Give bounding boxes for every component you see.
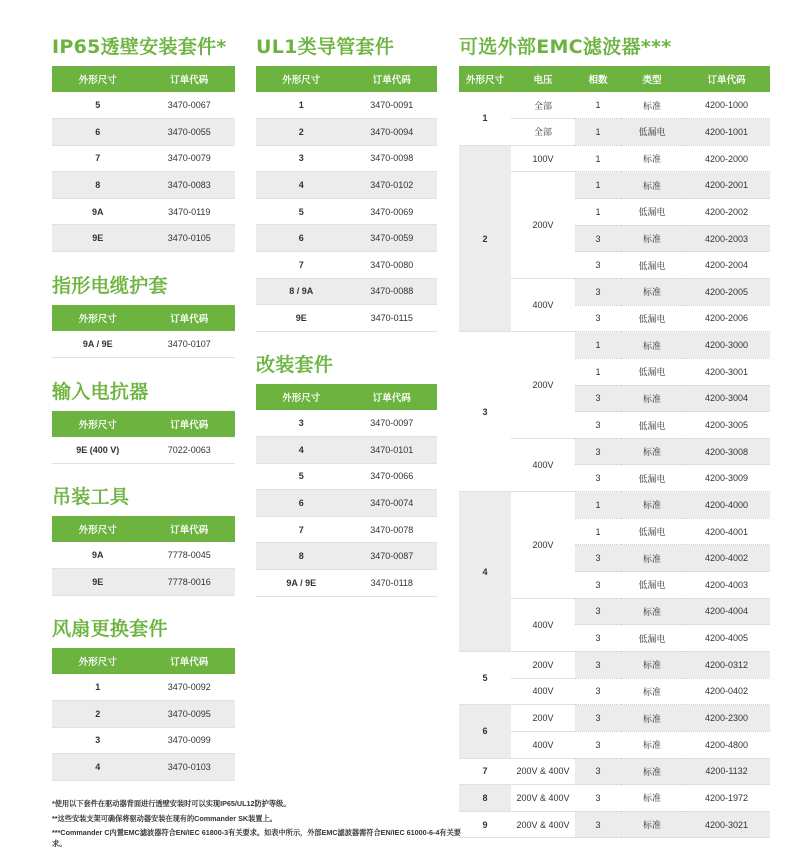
cell-order-code: 3470-0083 [144,172,236,199]
cell-size: 4 [256,172,347,199]
cell-order-code: 7022-0063 [144,437,236,464]
cell-order-code: 3470-0118 [347,570,438,597]
ul1-table [256,66,437,332]
finger-guard-title: 指形电缆护套 [52,275,168,297]
header-size: 外形尺寸 [52,305,144,331]
header-order-code: 订单代码 [347,384,438,410]
header-size: 外形尺寸 [256,384,347,410]
table-row [52,225,235,252]
cell-order-code: 4200-4004 [683,598,770,625]
fan-kit-table [52,648,235,781]
cell-phases: 3 [575,278,621,305]
cell-phases: 3 [575,572,621,599]
header-size: 外形尺寸 [52,516,144,542]
cell-order-code: 4200-1000 [683,92,770,119]
cell-order-code: 4200-1972 [683,785,770,812]
cell-phases: 3 [575,705,621,732]
header-size: 外形尺寸 [256,66,347,92]
cell-size: 5 [459,651,511,704]
cell-phases: 1 [575,92,621,119]
cell-size: 6 [256,225,347,252]
table-row [459,92,770,119]
cell-type: 标准 [621,438,683,465]
cell-voltage: 200V & 400V [511,758,575,785]
cell-order-code: 4200-2300 [683,705,770,732]
cell-phases: 3 [575,385,621,412]
emc-filter-table [459,66,770,838]
footnote-3: ***Commander C内置EMC滤波器符合EN/IEC 61800-3有关要求。如表中所示，外部EMC滤波器需符合EN/IEC 61000-6-4有关要求。 [52,828,461,848]
table-row [52,701,235,728]
table-row [256,198,437,225]
cell-phases: 3 [575,758,621,785]
cell-order-code: 4200-0312 [683,651,770,678]
cell-size: 8 [256,543,347,570]
cell-phases: 3 [575,598,621,625]
cell-type: 标准 [621,678,683,705]
cell-phases: 3 [575,731,621,758]
cell-type: 低漏电 [621,572,683,599]
cell-phases: 3 [575,811,621,838]
cell-size: 6 [459,705,511,758]
cell-voltage: 100V [511,145,575,172]
table-row [256,463,437,490]
cell-order-code: 4200-2002 [683,199,770,226]
table-row [256,92,437,119]
cell-size: 5 [256,198,347,225]
cell-order-code: 4200-1001 [683,119,770,146]
table-row [256,145,437,172]
cell-type: 低漏电 [621,358,683,385]
input-reactor-table [52,411,235,464]
table-row [256,119,437,146]
cell-voltage: 200V & 400V [511,811,575,838]
cell-order-code: 4200-4000 [683,492,770,519]
cell-voltage: 200V [511,705,575,732]
cell-size: 3 [52,727,144,754]
cell-size: 8 [52,172,144,199]
table-header-row [52,66,235,92]
cell-type: 低漏电 [621,305,683,332]
table-row [459,651,770,678]
cell-order-code: 3470-0078 [347,516,438,543]
header-order-code: 订单代码 [144,411,236,437]
cell-type: 低漏电 [621,465,683,492]
cell-voltage: 400V [511,678,575,705]
cell-type: 标准 [621,492,683,519]
cell-order-code: 4200-1132 [683,758,770,785]
cell-phases: 1 [575,358,621,385]
cell-type: 低漏电 [621,412,683,439]
cell-size: 8 [459,785,511,812]
cell-order-code: 4200-2005 [683,278,770,305]
cell-order-code: 4200-3008 [683,438,770,465]
cell-phases: 1 [575,492,621,519]
cell-voltage: 400V [511,598,575,651]
cell-order-code: 4200-3004 [683,385,770,412]
cell-order-code: 3470-0074 [347,490,438,517]
cell-type: 标准 [621,145,683,172]
retrofit-title: 改装套件 [256,354,334,376]
table-row [52,119,235,146]
cell-size: 8 / 9A [256,278,347,305]
cell-order-code: 3470-0080 [347,252,438,279]
column-middle [256,0,437,790]
header-order-code: 订单代码 [144,66,236,92]
cell-type: 标准 [621,731,683,758]
header-size: 外形尺寸 [52,648,144,674]
cell-type: 标准 [621,172,683,199]
table-row [52,198,235,225]
header-order-code: 订单代码 [683,66,770,92]
cell-order-code: 4200-0402 [683,678,770,705]
cell-type: 标准 [621,332,683,359]
cell-type: 标准 [621,705,683,732]
cell-size: 2 [459,145,511,331]
cell-size: 5 [256,463,347,490]
table-row [256,225,437,252]
cell-size: 3 [256,145,347,172]
table-row [459,332,770,359]
footnote-2: **这些安装支架可确保将驱动器安装在现有的Commander SK装置上。 [52,813,277,823]
cell-phases: 3 [575,545,621,572]
table-row [52,437,235,464]
table-row [459,145,770,172]
cell-order-code: 3470-0069 [347,198,438,225]
table-row [256,305,437,332]
cell-order-code: 3470-0115 [347,305,438,332]
table-row [256,410,437,437]
header-voltage: 电压 [511,66,575,92]
cell-type: 标准 [621,385,683,412]
footnote-1: *使用以下套件在驱动器背面进行透壁安装时可以实现IP65/UL12防护等级。 [52,799,291,808]
cell-order-code: 3470-0059 [347,225,438,252]
header-size: 外形尺寸 [459,66,511,92]
finger-guard-table [52,305,235,358]
table-header-row [52,648,235,674]
cell-type: 标准 [621,758,683,785]
cell-order-code: 4200-4003 [683,572,770,599]
cell-size: 3 [256,410,347,437]
cell-type: 低漏电 [621,119,683,146]
header-type: 类型 [621,66,683,92]
cell-phases: 1 [575,119,621,146]
table-header-row [52,411,235,437]
cell-size: 7 [256,252,347,279]
table-row [52,145,235,172]
cell-order-code: 3470-0103 [144,754,236,781]
cell-size: 9A / 9E [256,570,347,597]
cell-phases: 3 [575,412,621,439]
cell-size: 5 [52,92,144,119]
table-header-row [256,66,437,92]
cell-type: 低漏电 [621,625,683,652]
header-order-code: 订单代码 [347,66,438,92]
cell-order-code: 4200-3005 [683,412,770,439]
cell-phases: 1 [575,145,621,172]
table-row [52,331,235,358]
cell-type: 低漏电 [621,199,683,226]
cell-phases: 1 [575,199,621,226]
table-row [459,785,770,812]
cell-size: 6 [256,490,347,517]
cell-voltage: 400V [511,731,575,758]
cell-voltage: 200V [511,172,575,279]
cell-order-code: 3470-0055 [144,119,236,146]
cell-size: 6 [52,119,144,146]
ip65-title: IP65透壁安装套件* [52,36,227,58]
cell-size: 9 [459,811,511,838]
cell-order-code: 7778-0045 [144,542,236,569]
cell-type: 低漏电 [621,252,683,279]
cell-phases: 3 [575,225,621,252]
cell-order-code: 4200-4800 [683,731,770,758]
table-row [256,252,437,279]
cell-type: 标准 [621,92,683,119]
cell-order-code: 4200-4005 [683,625,770,652]
cell-type: 标准 [621,545,683,572]
cell-order-code: 4200-3001 [683,358,770,385]
ip65-table [52,66,235,252]
cell-voltage: 400V [511,438,575,491]
cell-order-code: 4200-2004 [683,252,770,279]
column-right [459,0,770,850]
emc-title: 可选外部EMC滤波器*** [459,36,672,58]
cell-size: 2 [256,119,347,146]
cell-order-code: 3470-0067 [144,92,236,119]
cell-type: 标准 [621,278,683,305]
cell-size: 3 [459,332,511,492]
cell-size: 7 [256,516,347,543]
cell-size: 4 [256,437,347,464]
cell-type: 标准 [621,225,683,252]
header-order-code: 订单代码 [144,648,236,674]
cell-order-code: 3470-0098 [347,145,438,172]
cell-phases: 3 [575,678,621,705]
table-row [459,811,770,838]
cell-size: 9E [52,225,144,252]
retrofit-table [256,384,437,597]
cell-type: 低漏电 [621,518,683,545]
cell-order-code: 4200-2000 [683,145,770,172]
cell-type: 标准 [621,785,683,812]
cell-order-code: 3470-0092 [144,674,236,701]
cell-order-code: 4200-2006 [683,305,770,332]
header-size: 外形尺寸 [52,411,144,437]
cell-order-code: 3470-0107 [144,331,236,358]
header-order-code: 订单代码 [144,516,236,542]
cell-order-code: 4200-3009 [683,465,770,492]
cell-size: 4 [52,754,144,781]
cell-order-code: 3470-0066 [347,463,438,490]
cell-order-code: 3470-0101 [347,437,438,464]
cell-order-code: 3470-0105 [144,225,236,252]
table-row [52,92,235,119]
table-header-row [52,305,235,331]
cell-voltage: 200V [511,492,575,599]
cell-order-code: 7778-0016 [144,569,236,596]
cell-order-code: 3470-0119 [144,198,236,225]
table-row [459,705,770,732]
cell-type: 标准 [621,651,683,678]
cell-order-code: 3470-0099 [144,727,236,754]
cell-voltage: 全部 [511,92,575,119]
cell-phases: 1 [575,518,621,545]
cell-size: 9E (400 V) [52,437,144,464]
cell-order-code: 3470-0094 [347,119,438,146]
cell-order-code: 3470-0091 [347,92,438,119]
cell-voltage: 200V [511,651,575,678]
lifting-tool-table [52,516,235,596]
table-header-row [52,516,235,542]
cell-size: 9E [256,305,347,332]
cell-size: 1 [459,92,511,145]
cell-order-code: 3470-0088 [347,278,438,305]
cell-phases: 3 [575,305,621,332]
cell-order-code: 3470-0097 [347,410,438,437]
table-row [256,543,437,570]
fan-kit-title: 风扇更换套件 [52,618,168,640]
table-row [52,754,235,781]
lifting-tool-title: 吊装工具 [52,486,130,508]
table-row [256,516,437,543]
header-order-code: 订单代码 [144,305,236,331]
cell-order-code: 3470-0079 [144,145,236,172]
cell-size: 7 [52,145,144,172]
cell-voltage: 200V [511,332,575,439]
table-header-row [459,66,770,92]
cell-order-code: 4200-3000 [683,332,770,359]
cell-type: 标准 [621,598,683,625]
input-reactor-title: 输入电抗器 [52,381,149,403]
cell-size: 9E [52,569,144,596]
cell-phases: 3 [575,785,621,812]
cell-size: 1 [256,92,347,119]
cell-order-code: 3470-0102 [347,172,438,199]
cell-order-code: 3470-0087 [347,543,438,570]
table-row [256,437,437,464]
table-row [52,542,235,569]
table-row [52,674,235,701]
cell-size: 9A / 9E [52,331,144,358]
cell-phases: 3 [575,252,621,279]
cell-voltage: 200V & 400V [511,785,575,812]
cell-phases: 3 [575,465,621,492]
cell-size: 9A [52,542,144,569]
column-left [52,0,235,790]
table-row [52,569,235,596]
table-row [256,490,437,517]
cell-type: 标准 [621,811,683,838]
cell-order-code: 4200-3021 [683,811,770,838]
cell-order-code: 3470-0095 [144,701,236,728]
table-row [256,172,437,199]
table-row [256,278,437,305]
cell-size: 7 [459,758,511,785]
cell-phases: 3 [575,625,621,652]
table-row [459,492,770,519]
cell-order-code: 4200-4001 [683,518,770,545]
table-row [459,758,770,785]
cell-size: 1 [52,674,144,701]
cell-size: 9A [52,198,144,225]
table-header-row [256,384,437,410]
header-size: 外形尺寸 [52,66,144,92]
cell-voltage: 400V [511,278,575,331]
cell-order-code: 4200-4002 [683,545,770,572]
table-row [256,570,437,597]
cell-voltage: 全部 [511,119,575,146]
cell-phases: 3 [575,438,621,465]
footnotes [52,799,472,853]
cell-phases: 3 [575,651,621,678]
table-row [52,727,235,754]
cell-order-code: 4200-2003 [683,225,770,252]
cell-phases: 1 [575,332,621,359]
cell-phases: 1 [575,172,621,199]
cell-size: 2 [52,701,144,728]
cell-size: 4 [459,492,511,652]
ul1-title: UL1类导管套件 [256,36,395,58]
table-row [52,172,235,199]
header-phases: 相数 [575,66,621,92]
cell-order-code: 4200-2001 [683,172,770,199]
